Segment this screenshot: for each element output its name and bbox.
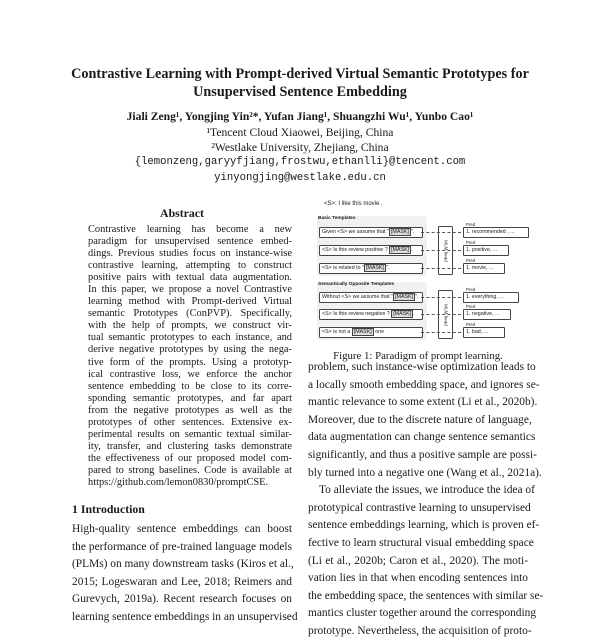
text-line: dings. Previous studies focus on instance-wise — [88, 248, 292, 260]
arrow-line — [421, 332, 461, 333]
arrow-line — [421, 232, 461, 233]
mlm-head-label: MLM head — [443, 239, 448, 262]
template-suffix: ". — [410, 229, 415, 235]
text-line: the embedding space, the sentences with similar se- — [308, 589, 544, 602]
arrow-line — [421, 314, 461, 315]
template-suffix: one — [373, 329, 385, 335]
text-line: prototypes of other sentences. Extensive ex- — [88, 416, 292, 428]
template-suffix: ". — [385, 265, 390, 271]
basic-prediction-3: 1. movie, ... — [463, 263, 505, 274]
basic-prediction-2: 1. positive, ... — [463, 245, 509, 256]
mask-token: [MASK] — [395, 294, 414, 300]
opposite-templates-label: Semantically Opposite Templates — [318, 282, 395, 287]
text-line: vation lies in that when encoding sentences into — [308, 572, 528, 585]
text-line: tual semantic prototypes to each instance, and — [88, 332, 292, 344]
text-line: learning method with Prompt-derived Virtual — [88, 296, 292, 308]
opposite-template-2 — [319, 309, 423, 320]
email-1: {lemonzeng,garyyfjiang,frostwu,ethanlli}@tencent.com — [134, 156, 466, 168]
pred-label: Pred — [466, 287, 476, 292]
arrow-line — [421, 250, 461, 251]
paper-title-line-2: Unsupervised Sentence Embedding — [193, 84, 407, 100]
right-column-body — [308, 359, 544, 641]
text-line: sponding semantic prototypes, and far apart — [88, 392, 292, 404]
paper-title-line-1: Contrastive Learning with Prompt-derived Virtual Semantic Prototypes for — [71, 66, 529, 82]
text-line: Moreover, due to the discrete nature of language, — [308, 413, 532, 426]
figure-caption: Figure 1: Paradigm of prompt learning. — [333, 350, 503, 362]
template-suffix: . — [413, 311, 415, 317]
text-line: sentence embedding to be close to its corre- — [88, 380, 292, 392]
text-line: mantics cluster together around the corresponding — [308, 607, 537, 620]
text-line: bly turned into a negative one (Wang et al., 2021a). — [308, 466, 542, 479]
text-line: To alleviate the issues, we introduce the idea of — [319, 484, 535, 497]
text-line: paradigm for unsupervised sentence embed- — [88, 236, 292, 248]
text-line[interactable]: https://github.com/lemon0830/promptCSE. — [88, 476, 269, 488]
arrow-line — [421, 268, 461, 269]
template-prefix: <S> is not a — [322, 329, 352, 335]
basic-template-2 — [319, 245, 423, 256]
text-line: mantic relevance to some extent (Li et al., 2020b). — [308, 396, 538, 409]
text-line: (PLMs) on many downstream tasks (Kiros et al., — [72, 558, 294, 571]
text-line: sentence embeddings learning, which is proven ef- — [308, 519, 540, 532]
figure-prompt-learning — [300, 195, 530, 350]
text-line: the performance of pre-trained language models — [72, 540, 292, 553]
pred-label: Pred — [466, 322, 476, 327]
opposite-prediction-2: 1. negative, ... — [463, 309, 511, 320]
text-line: a locally smooth embedding space, and ignores se- — [308, 378, 540, 391]
text-line: problem, such instance-wise optimization leads to — [308, 361, 536, 373]
template-prefix: Without <S> we assume that " — [322, 294, 394, 300]
template-prefix: <S> is related to " — [322, 265, 364, 271]
pred-label: Pred — [466, 222, 476, 227]
opposite-prediction-1: 1. everything, ... — [463, 292, 519, 303]
text-line: High-quality sentence embeddings can boost — [72, 523, 292, 535]
text-line: positive pairs with textual data augmentation. — [88, 272, 292, 284]
pred-label: Pred — [466, 304, 476, 309]
mask-token: [MASK] — [365, 265, 384, 271]
text-line: the effectiveness of our proposed model com- — [88, 452, 292, 464]
text-line: ity, transfer, and clustering tasks demonstrate — [88, 440, 292, 452]
template-prefix: <S> Is this review negative ? — [322, 311, 392, 317]
intro-body — [72, 521, 298, 627]
text-line: (Li et al., 2020b; Caron et al., 2020). The moti- — [308, 554, 528, 567]
text-line: data augmentation can change sentence semantics — [308, 431, 536, 444]
mask-token: [MASK] — [390, 229, 409, 235]
mlm-head-label: MLM head — [443, 303, 448, 326]
template-prefix: Given <S> we assume that " — [322, 229, 389, 235]
affiliation-2: ²Westlake University, Zhejiang, China — [211, 141, 389, 154]
text-line: tive form of the prompts. Using a prototyp- — [88, 356, 292, 368]
text-line: contrastive learning, attempting to construct — [88, 260, 292, 272]
abstract-body — [88, 224, 292, 489]
arrow-line — [421, 297, 461, 298]
pred-label: Pred — [466, 240, 476, 245]
text-line: prototype. Nevertheless, the acquisition of proto- — [308, 624, 532, 637]
text-line: fective to learn structural visual embedding space — [308, 536, 534, 549]
text-line: ical contrastive loss, we enforce the anchor — [88, 368, 292, 380]
text-line: semantic Prototypes (ConPVP). Specifically, — [88, 308, 292, 320]
text-line: prototypical contrastive learning to unsupervised — [308, 501, 531, 514]
text-line: derive negative prototypes by using the nega- — [88, 344, 292, 356]
template-suffix: . — [411, 247, 413, 253]
text-line: Contrastive learning has become a new — [88, 224, 292, 235]
text-line: pared to strong baselines. Code is available at — [88, 464, 292, 476]
opposite-template-3 — [319, 327, 423, 338]
text-line: learning sentence embeddings in an unsupervised — [72, 610, 298, 623]
authors: Jiali Zeng¹, Yongjing Yin²*, Yufan Jiang¹, Shuangzhi Wu¹, Yunbo Cao¹ — [126, 110, 474, 123]
text-line: perimental results on semantic textual similar- — [88, 428, 292, 440]
mask-token: [MASK] — [391, 247, 410, 253]
text-line: with the help of prompts, we construct vir- — [88, 320, 292, 332]
pred-label: Pred — [466, 258, 476, 263]
abstract-heading: Abstract — [160, 206, 204, 220]
text-line: 2015; Logeswaran and Lee, 2018; Reimers and — [72, 575, 292, 588]
opposite-prediction-3: 1. bad, ... — [463, 327, 505, 338]
email-2: yinyongjing@westlake.edu.cn — [214, 172, 386, 184]
text-line: Gurevych, 2019a). Recent research focuses on — [72, 593, 292, 606]
template-prefix: <S> Is this review positive ? — [322, 247, 390, 253]
basic-templates-label: Basic Templates — [318, 216, 356, 221]
mask-token: [MASK] — [353, 329, 372, 335]
text-line: In this paper, we propose a novel Contrastive — [88, 284, 292, 296]
figure-input-sentence: <S>: I like this movie . — [324, 201, 383, 207]
template-suffix: ". — [415, 294, 419, 300]
mask-token: [MASK] — [393, 311, 412, 317]
basic-prediction-1: 1. recommended , ... — [463, 227, 529, 238]
basic-template-3 — [319, 263, 423, 274]
text-line: significantly, and thus a positive sample are possi- — [308, 448, 537, 461]
opposite-template-1 — [319, 292, 423, 303]
affiliation-1: ¹Tencent Cloud Xiaowei, Beijing, China — [206, 126, 394, 139]
text-line: from the negative prototypes as well as the — [88, 404, 292, 416]
intro-heading: 1 Introduction — [72, 502, 145, 516]
basic-template-1 — [319, 227, 423, 238]
